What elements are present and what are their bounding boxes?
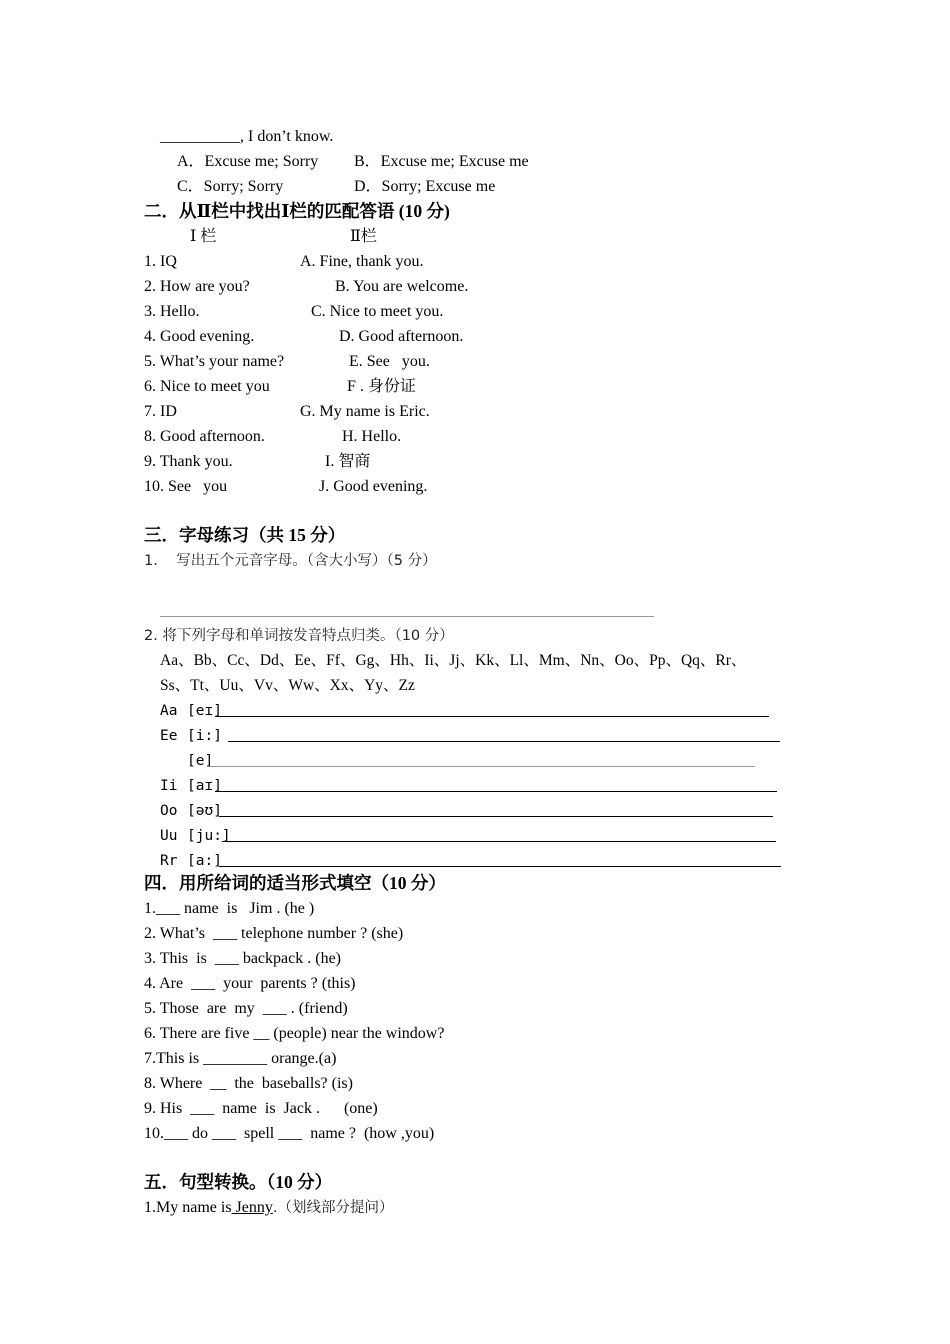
match-right-item: D. Good afternoon. [339, 328, 464, 345]
match-right-item: C. Nice to meet you. [311, 303, 444, 320]
match-right-item: F . 身份证 [347, 378, 416, 395]
sound-ipa: [a:] [187, 853, 222, 869]
q1-stem: __________, I don’t know. [160, 128, 334, 145]
match-left-item: 10. See you [144, 478, 228, 495]
q1-option-c: C．Sorry; Sorry [177, 178, 284, 195]
answer-line[interactable] [222, 841, 776, 842]
section3-title: 三．字母练习（共 15 分） [144, 525, 346, 545]
match-left-item: 9. Thank you. [144, 453, 233, 470]
column1-header: Ⅰ 栏 [190, 228, 217, 245]
fill-blank-item: 10.___ do ___ spell ___ name ? (how ,you) [144, 1125, 435, 1142]
answer-line[interactable] [228, 741, 780, 742]
match-right-item: G. My name is Eric. [300, 403, 430, 420]
fill-blank-item: 6. There are five __ (people) near the window? [144, 1025, 445, 1042]
match-right-item: B. You are welcome. [335, 278, 469, 295]
sound-letter: Rr [160, 853, 178, 869]
section3-question2: 2. 将下列字母和单词按发音特点归类。（10 分） [144, 628, 454, 644]
section5-title: 五．句型转换。（10 分） [144, 1172, 333, 1192]
match-right-item: I. 智商 [325, 453, 371, 470]
fill-blank-item: 5. Those are my ___ . (friend) [144, 1000, 348, 1017]
section5-question1 [144, 1198, 393, 1218]
question-text: 1.My name is [144, 1199, 232, 1216]
sound-letter: Oo [160, 803, 178, 819]
column2-header: Ⅱ栏 [350, 228, 377, 245]
answer-line[interactable] [219, 816, 773, 817]
letters-row-1: Aa、Bb、Cc、Dd、Ee、Ff、Gg、Hh、Ii、Jj、Kk、Ll、Mm、Nn、Oo、Pp、Qq、Rr、 [160, 652, 747, 669]
question-instruction: .（划线部分提问） [272, 1200, 394, 1216]
match-right-item: E. See you. [349, 353, 430, 370]
q1-option-d: D．Sorry; Excuse me [354, 178, 496, 195]
letters-row-2: Ss、Tt、Uu、Vv、Ww、Xx、Yy、Zz [160, 677, 415, 694]
answer-line[interactable] [219, 866, 781, 867]
match-left-item: 4. Good evening. [144, 328, 255, 345]
match-right-item: H. Hello. [342, 428, 402, 445]
answer-line[interactable] [215, 791, 777, 792]
fill-blank-item: 4. Are ___ your parents ? (this) [144, 975, 356, 992]
match-left-item: 8. Good afternoon. [144, 428, 265, 445]
underlined-word: Jenny [231, 1199, 273, 1216]
sound-letter: Ii [160, 778, 178, 794]
fill-blank-item: 2. What’s ___ telephone number ? (she) [144, 925, 404, 942]
match-left-item: 7. ID [144, 403, 177, 420]
match-right-item: J. Good evening. [319, 478, 428, 495]
fill-blank-item: 8. Where __ the baseballs? (is) [144, 1075, 353, 1092]
answer-line[interactable] [210, 766, 755, 767]
match-left-item: 1. IQ [144, 253, 177, 270]
match-left-item: 5. What’s your name? [144, 353, 285, 370]
q1-option-a: A．Excuse me; Sorry [177, 153, 319, 170]
section2-title: 二．从Ⅱ栏中找出Ⅰ栏的匹配答语 (10 分) [144, 201, 450, 221]
fill-blank-item: 9. His ___ name is Jack . (one) [144, 1100, 378, 1117]
sound-ipa: [aɪ] [187, 778, 222, 794]
section4-title: 四．用所给词的适当形式填空（10 分） [144, 873, 446, 893]
sound-letter: Aa [160, 703, 178, 719]
match-left-item: 6. Nice to meet you [144, 378, 270, 395]
match-left-item: 2. How are you? [144, 278, 250, 295]
sound-ipa: [i:] [187, 728, 222, 744]
sound-ipa: [e] [187, 753, 214, 769]
match-right-item: A. Fine, thank you. [300, 253, 424, 270]
fill-blank-item: 1.___ name is Jim . (he ) [144, 900, 315, 917]
sound-ipa: [ju:] [187, 828, 231, 844]
fill-blank-item: 3. This is ___ backpack . (he) [144, 950, 341, 967]
sound-ipa: [əʊ] [187, 803, 222, 819]
match-left-item: 3. Hello. [144, 303, 200, 320]
answer-line[interactable] [215, 716, 769, 717]
answer-line[interactable] [160, 616, 654, 617]
sound-ipa: [eɪ] [187, 703, 222, 719]
q1-option-b: B．Excuse me; Excuse me [354, 153, 529, 170]
sound-letter: Uu [160, 828, 178, 844]
section3-question1: 1. 写出五个元音字母。（含大小写）（5 分） [144, 553, 437, 569]
fill-blank-item: 7.This is ________ orange.(a) [144, 1050, 337, 1067]
sound-letter: Ee [160, 728, 178, 744]
